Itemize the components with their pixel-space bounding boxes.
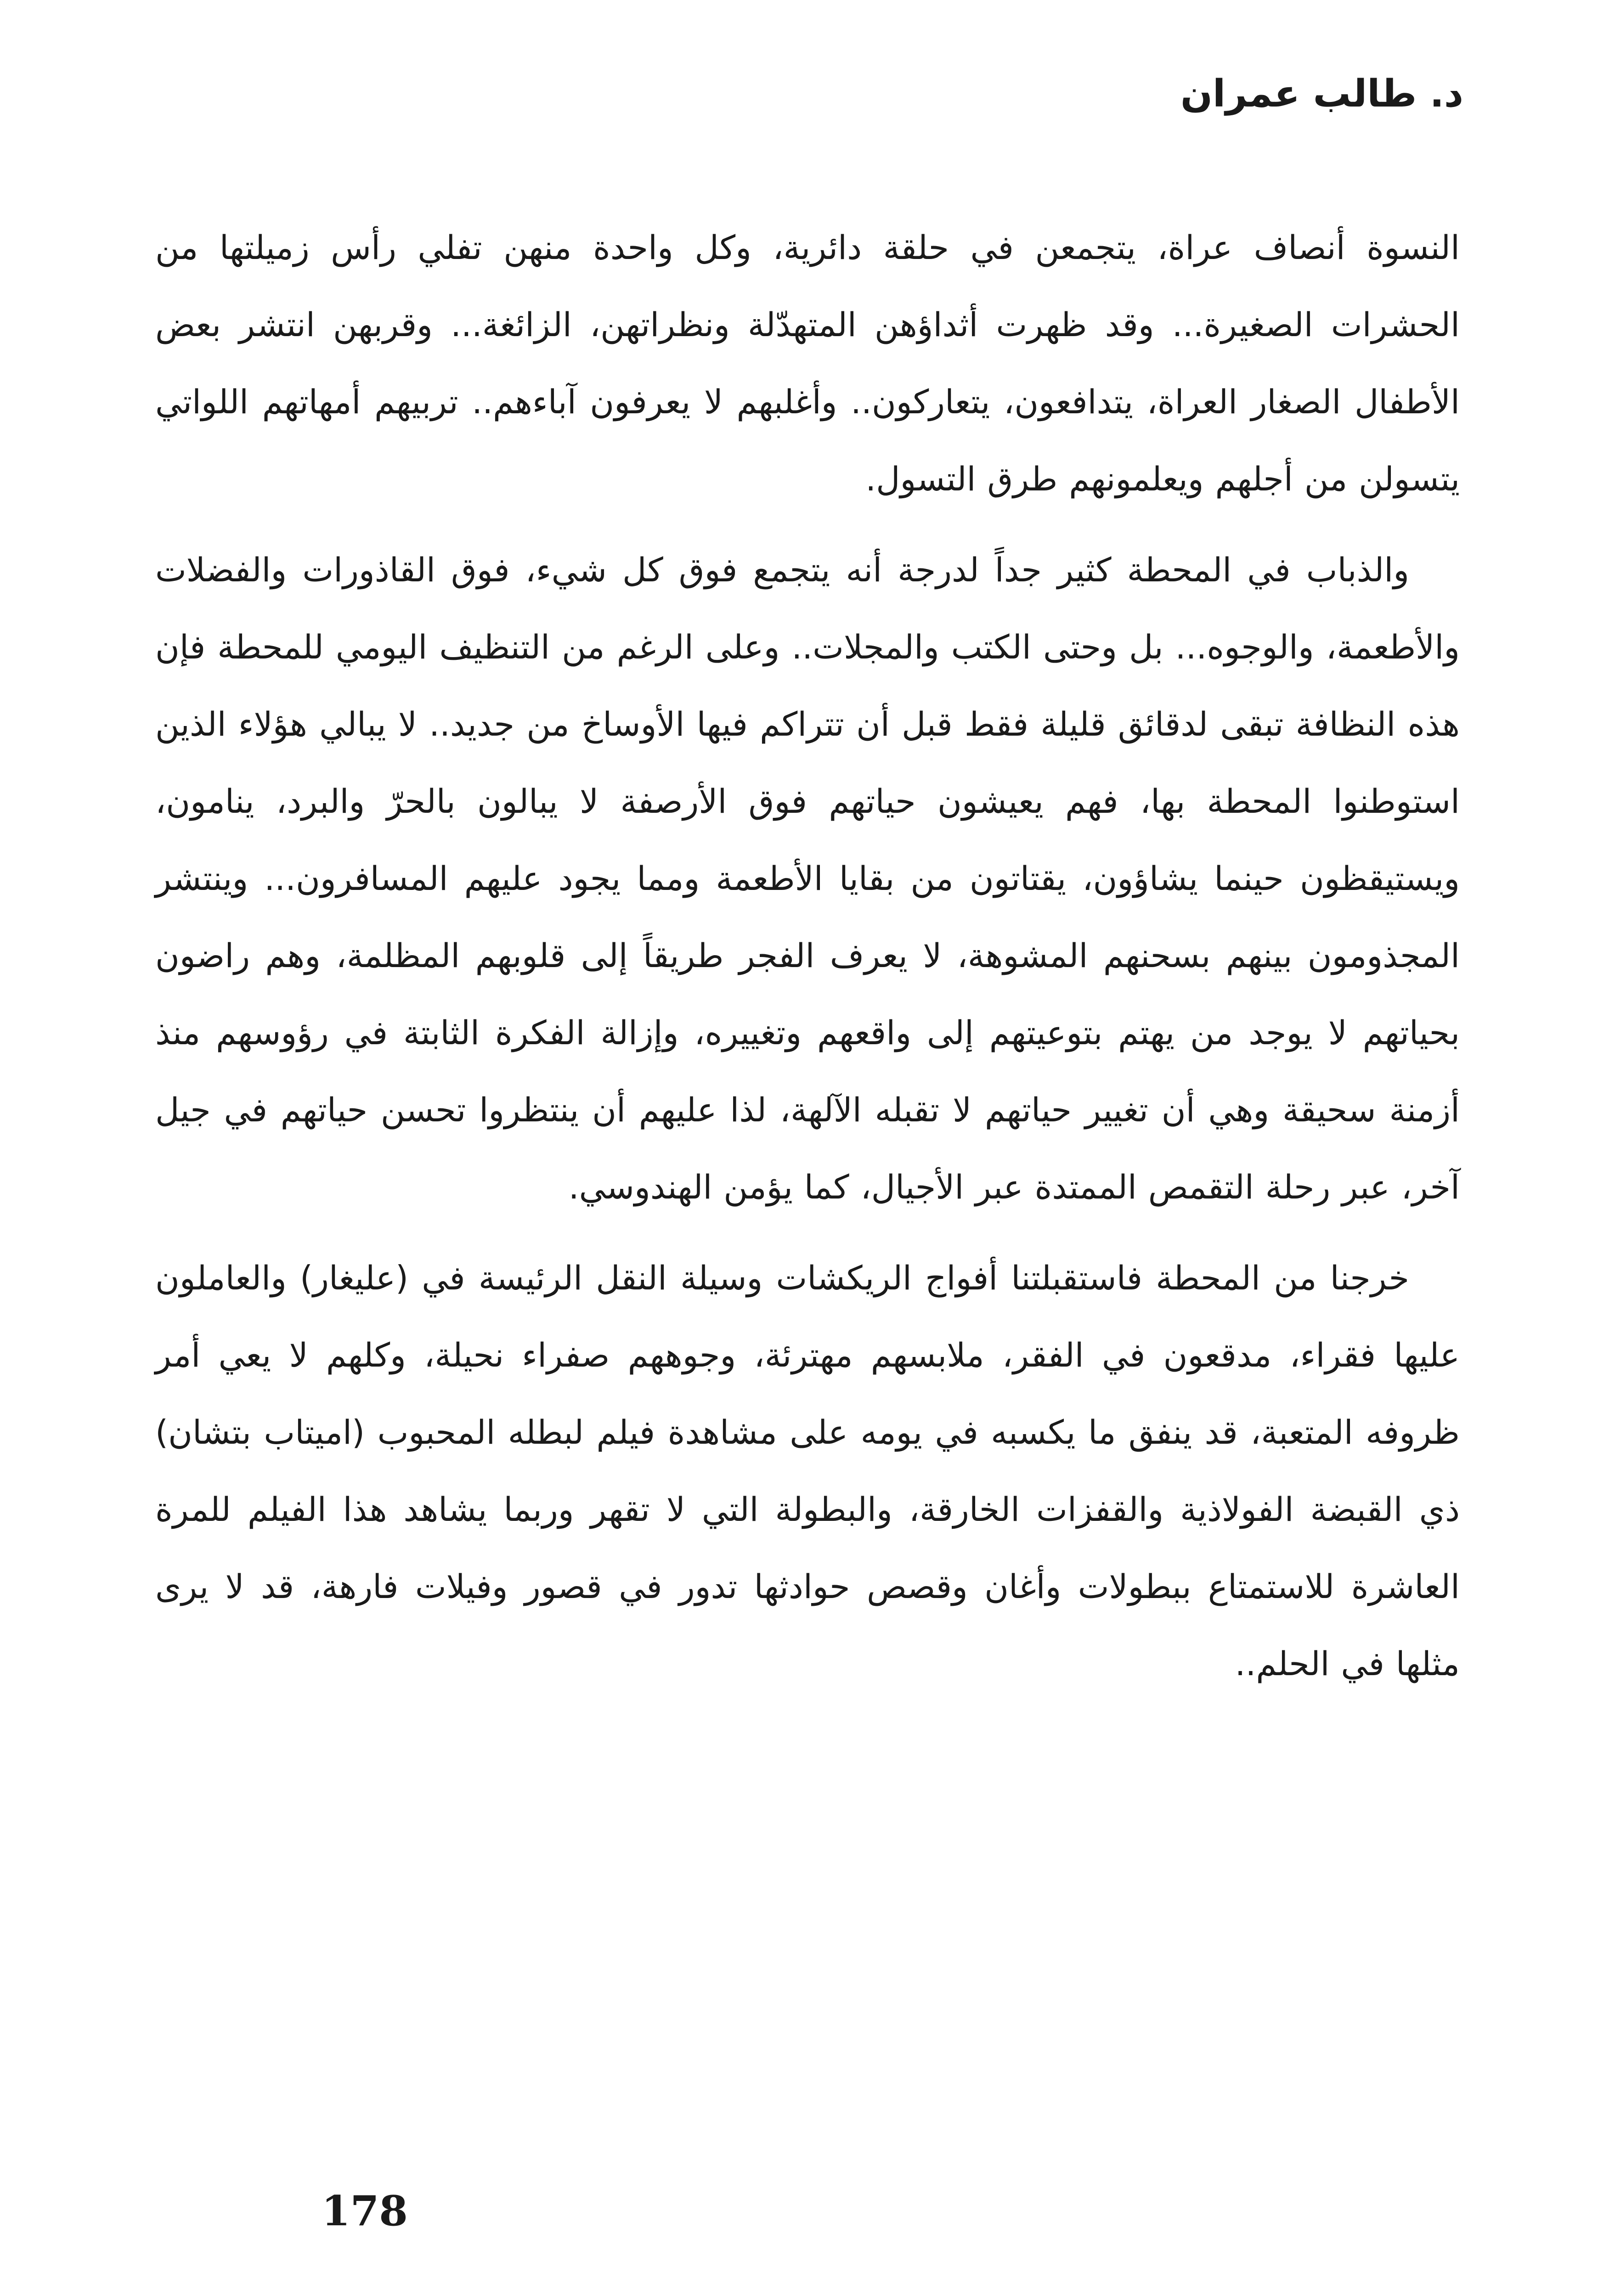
body-text — [155, 209, 1460, 1716]
running-header-author: د. طالب عمران — [1180, 72, 1463, 116]
page-number: 178 — [322, 2187, 408, 2235]
paragraph-2: والذباب في المحطة كثير جداً لدرجة أنه يتجمع فوق كل شيء، فوق القاذورات والفضلات والأطعمة، والوجوه... بل وحتى الكتب والمجلات.. وعلى الرغم من التنظيف اليومي للمحطة فإن هذه النظافة تبقى لدقائق قليلة فقط قبل أن تتراكم فيها الأوساخ من جديد.. لا يبالي هؤلاء الذين استوطنوا المحطة بها، فهم يعيشون حياتهم فوق الأرصفة لا يبالون بالحرّ والبرد، ينامون، ويستيقظون حينما يشاؤون، يقتاتون من بقايا الأطعمة ومما يجود عليهم المسافرون... وينتشر المجذومون بينهم بسحنهم المشوهة، لا يعرف الفجر طريقاً إلى قلوبهم المظلمة، وهم راضون بحياتهم لا يوجد من يهتم بتوعيتهم إلى واقعهم وتغييره، وإزالة الفكرة الثابتة في رؤوسهم منذ أزمنة سحيقة وهي أن تغيير حياتهم لا تقبله الآلهة، لذا عليهم أن ينتظروا تحسن حياتهم في جيل آخر، عبر رحلة التقمص الممتدة عبر الأجيال، كما يؤمن الهندوسي. — [155, 551, 1460, 1206]
paragraph-3: خرجنا من المحطة فاستقبلتنا أفواج الريكشات وسيلة النقل الرئيسة في (عليغار) والعاملون عليها فقراء، مدقعون في الفقر، ملابسهم مهترئة، وجوههم صفراء نحيلة، وكلهم لا يعي أمر ظروفه المتعبة، قد ينفق ما يكسبه في يومه على مشاهدة فيلم لبطله المحبوب (اميتاب بتشان) ذي القبضة الفولاذية والقفزات الخارقة، والبطولة التي لا تقهر وربما يشاهد هذا الفيلم للمرة العاشرة للاستمتاع ببطولات وأغان وقصص حوادثها تدور في قصور وفيلات فارهة، قد لا يرى مثلها في الحلم.. — [155, 1259, 1460, 1683]
paragraph-1: النسوة أنصاف عراة، يتجمعن في حلقة دائرية، وكل واحدة منهن تفلي رأس زميلتها من الحشرات الصغيرة... وقد ظهرت أثداؤهن المتهدّلة ونظراتهن، الزائغة... وقربهن انتشر بعض الأطفال الصغار العراة، يتدافعون، يتعاركون.. وأغلبهم لا يعرفون آباءهم.. تربيهم أمهاتهم اللواتي يتسولن من أجلهم ويعلمونهم طرق التسول. — [155, 228, 1460, 498]
